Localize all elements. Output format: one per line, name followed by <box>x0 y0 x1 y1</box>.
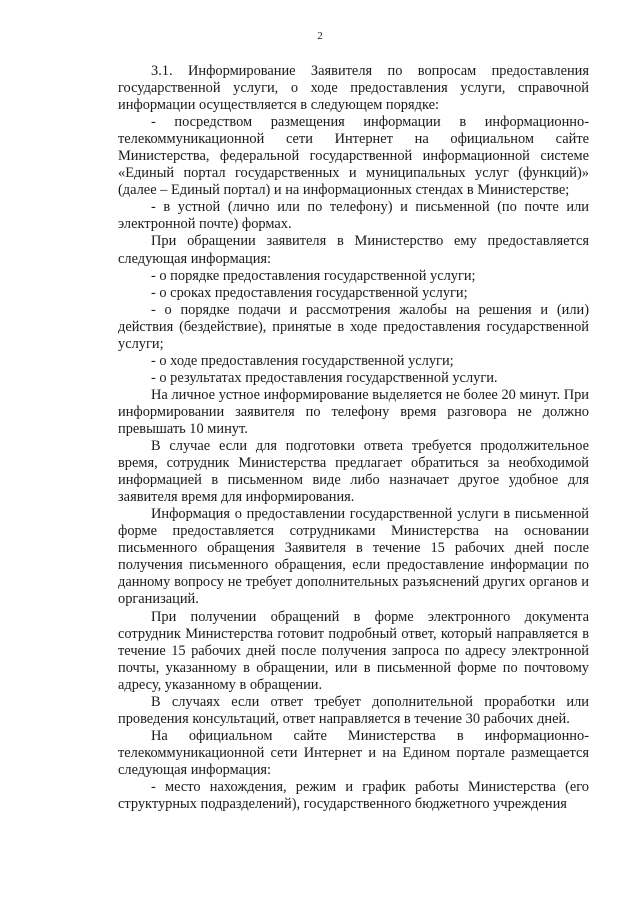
list-item-complaints: - о порядке подачи и рассмотрения жалобы на решения и (или) действия (бездействие), принятые в ходе предоставления государственной услуги; <box>118 301 589 352</box>
paragraph-additional-study: В случаях если ответ требует дополнительной проработки или проведения консультаций, ответ направляется в течение 30 рабочих дней. <box>118 693 589 727</box>
paragraph-information-provided: При обращении заявителя в Министерство ему предоставляется следующая информация: <box>118 233 589 267</box>
page-number: 2 <box>317 30 323 42</box>
paragraph-oral-informing: На личное устное информирование выделяется не более 20 минут. При информировании заявителя по телефону время разговора не должно превышать 10 минут. <box>118 386 589 437</box>
list-item-terms: - о сроках предоставления государственной услуги; <box>151 284 468 301</box>
paragraph-official-site: На официальном сайте Министерства в информационно-телекоммуникационной сети Интернет и на Едином портале размещается следующая информация: <box>118 727 589 778</box>
list-item-oral-written: - в устной (лично или по телефону) и письменной (по почте или электронной почте) формах. <box>118 199 589 233</box>
list-item-internet: - посредством размещения информации в информационно-телекоммуникационной сети Интернет на официальном сайте Министерства, федеральной государственной информационной системе «Единый портал государственных и муниципальных услуг (функций)» (далее – Единый портал) и на информационных стендах в Министерстве; <box>118 114 589 199</box>
list-item-progress: - о ходе предоставления государственной услуги; <box>151 352 454 369</box>
list-item-location: - место нахождения, режим и график работы Министерства (его структурных подразделений), государственного бюджетного учреждения <box>118 778 589 813</box>
list-item-procedure: - о порядке предоставления государственной услуги; <box>151 267 476 284</box>
list-item-results: - о результатах предоставления государственной услуги. <box>151 369 498 386</box>
paragraph-written-form: Информация о предоставлении государственной услуги в письменной форме предоставляется сотрудниками Министерства на основании письменного обращения Заявителя в течение 15 рабочих дней после получения письменного обращения, если предоставление информации по данному вопросу не требует дополнительных разъяснений других органов и организаций. <box>118 506 589 608</box>
paragraph-electronic-form: При получении обращений в форме электронного документа сотрудник Министерства готовит подробный ответ, который направляется в течение 15 рабочих дней после получения запроса по адресу электронной почты, указанному в обращении, или в письменной форме по почтовому адресу, указанному в обращении. <box>118 608 589 693</box>
paragraph-long-preparation: В случае если для подготовки ответа требуется продолжительное время, сотрудник Министерства предлагает обратиться за необходимой информацией в письменном виде либо назначает другое удобное для заявителя время для информирования. <box>118 438 589 506</box>
paragraph-3-1: 3.1. Информирование Заявителя по вопросам предоставления государственной услуги, о ходе предоставления услуги, справочной информации осуществляется в следующем порядке: <box>118 63 589 114</box>
document-body <box>118 63 589 813</box>
